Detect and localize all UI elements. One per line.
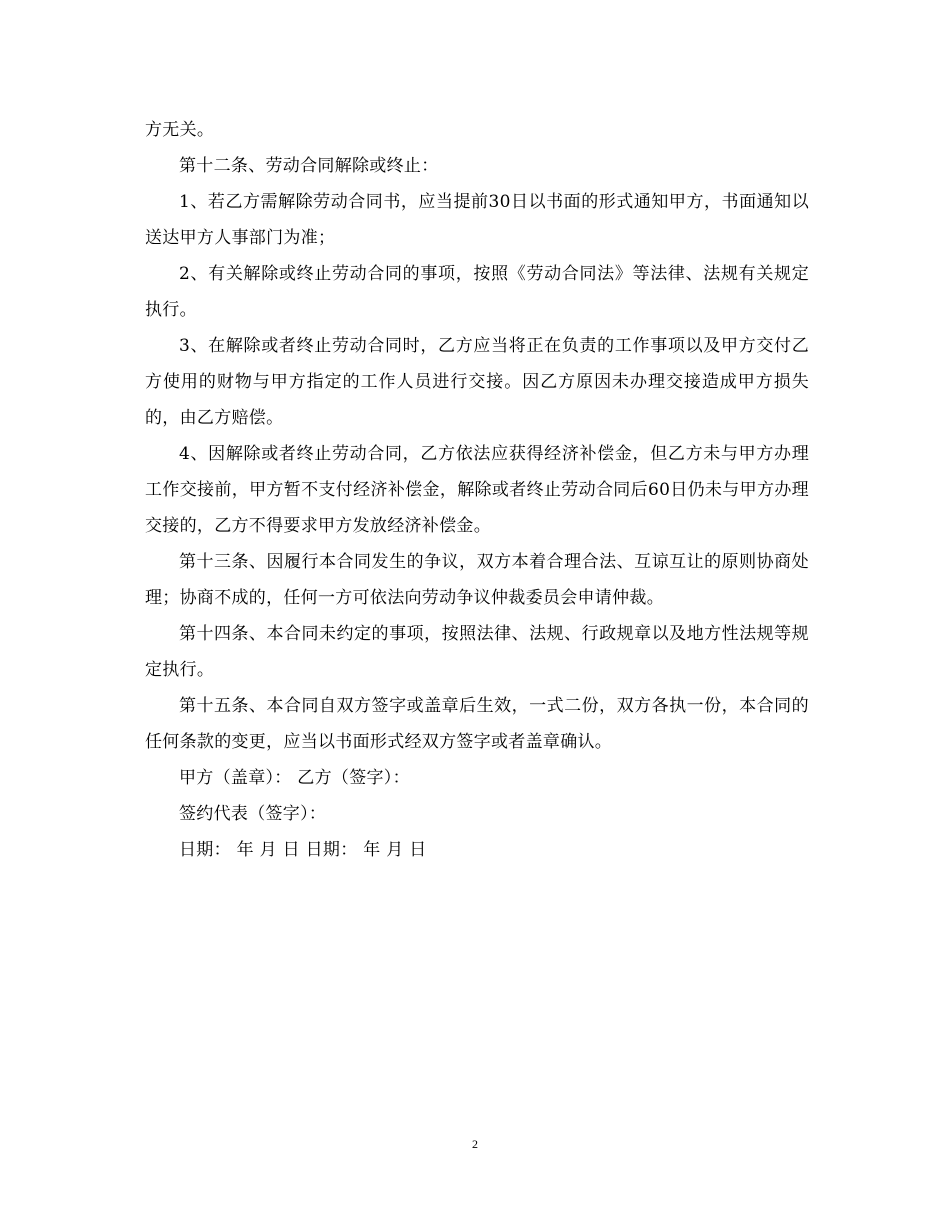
article-13: 第十三条、因履行本合同发生的争议，双方本着合理合法、互谅互让的原则协商处理；协商不成的，任何一方可依法向劳动争议仲裁委员会申请仲裁。 [145,552,809,608]
article-15: 第十五条、本合同自双方签字或盖章后生效，一式二份，双方各执一份，本合同的任何条款的变更，应当以书面形式经双方签字或者盖章确认。 [145,696,809,752]
article-12-clause-4: 4、因解除或者终止劳动合同，乙方依法应获得经济补偿金，但乙方未与甲方办理工作交接前，甲方暂不支付经济补偿金，解除或者终止劳动合同后60日仍未与甲方办理交接的，乙方不得要求甲方发放经济补偿金。 [145,444,809,536]
document-body [145,112,809,868]
paragraph-continuation: 方无关。 [145,120,215,140]
signature-date-line: 日期： 年 月 日 日期： 年 月 日 [179,840,427,860]
article-12-clause-1: 1、若乙方需解除劳动合同书，应当提前30日以书面的形式通知甲方，书面通知以送达甲方人事部门为准； [145,192,809,248]
signature-representative-line: 签约代表（签字）： [179,804,327,824]
signature-parties-line: 甲方（盖章）： 乙方（签字）： [179,768,410,788]
page-number: 2 [472,1137,478,1151]
article-12-clause-3: 3、在解除或者终止劳动合同时，乙方应当将正在负责的工作事项以及甲方交付乙方使用的财物与甲方指定的工作人员进行交接。因乙方原因未办理交接造成甲方损失的，由乙方赔偿。 [145,336,809,428]
article-12-clause-2: 2、有关解除或终止劳动合同的事项，按照《劳动合同法》等法律、法规有关规定执行。 [145,264,809,320]
article-14: 第十四条、本合同未约定的事项，按照法律、法规、行政规章以及地方性法规等规定执行。 [145,624,809,680]
article-12-heading: 第十二条、劳动合同解除或终止： [179,156,439,176]
